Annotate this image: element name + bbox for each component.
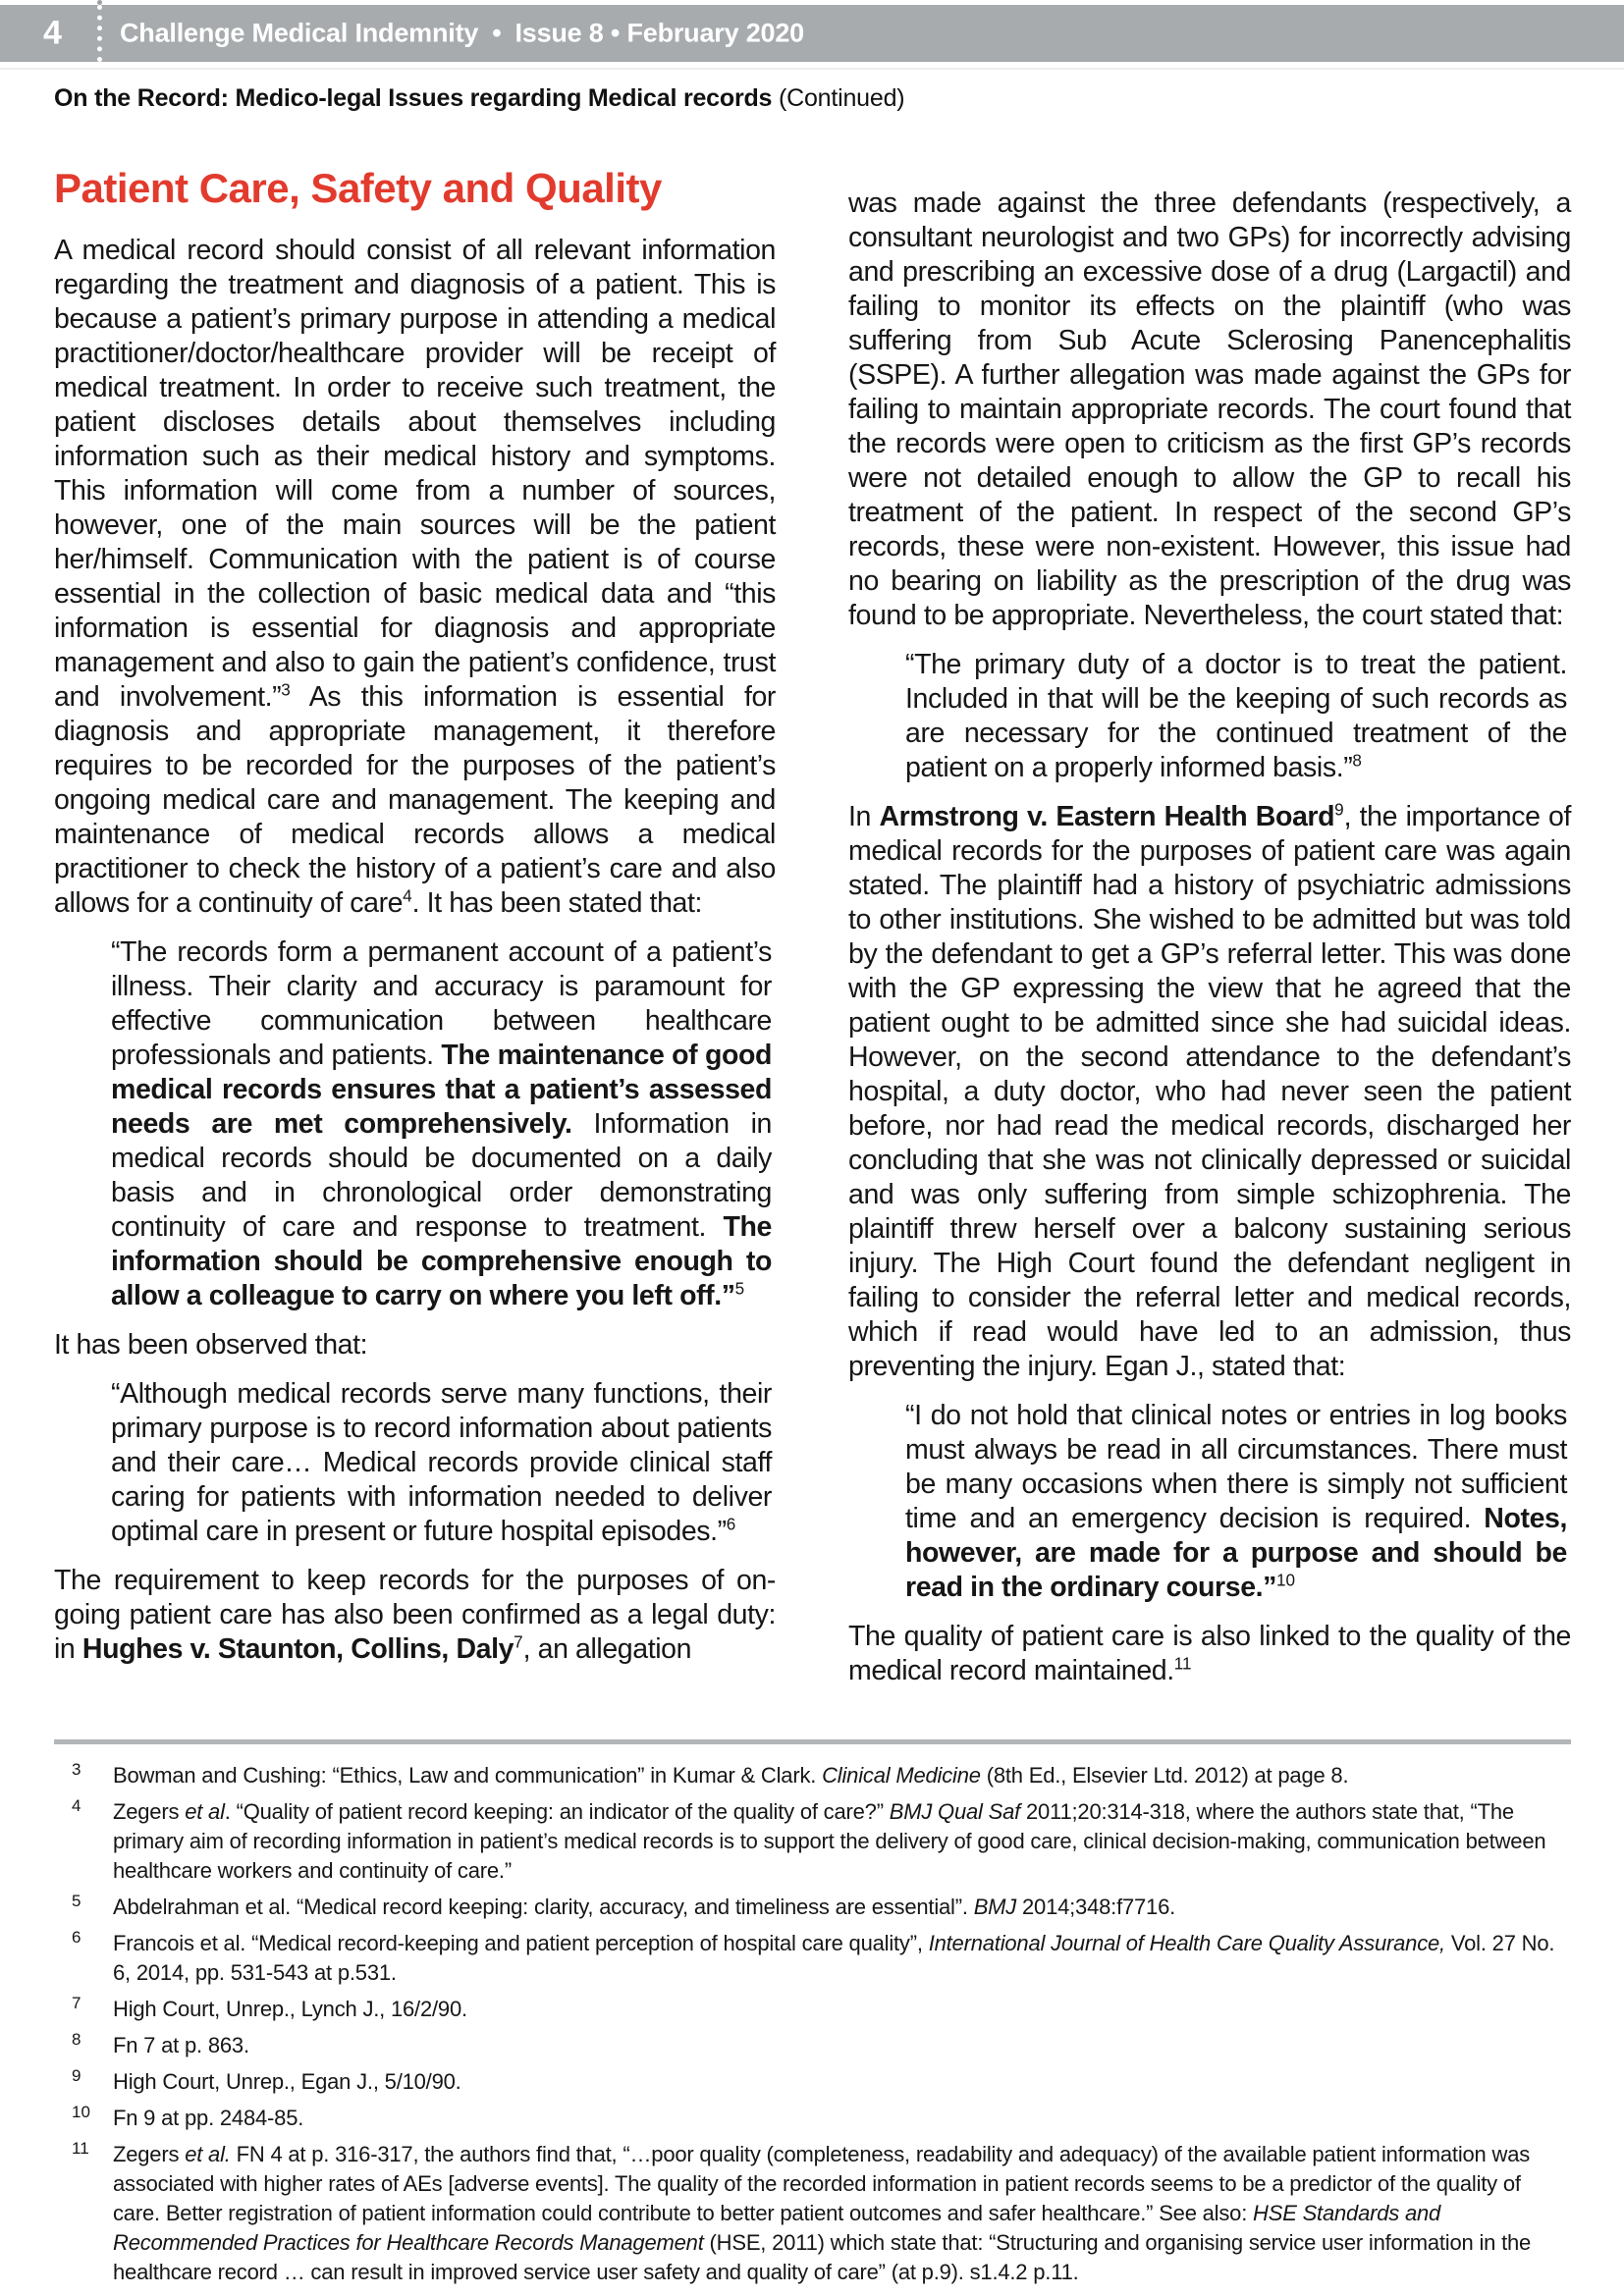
text-run: Zegers: [113, 2142, 186, 2166]
article-running-title-continued: (Continued): [772, 84, 905, 112]
footnote-reference: 9: [1334, 800, 1344, 820]
footnote-text: [113, 1929, 1571, 1988]
quotation-block: [111, 935, 772, 1313]
body-paragraph: [54, 1328, 776, 1362]
text-run: et al: [185, 1799, 225, 1824]
text-run: was made against the three defendants (respectively, a consultant neurologist and two GPs) for incorrectly advising and prescribing an excessive dose of a drug (Largactil) and failing to monitor its effects on the plaintiff (who was suffering from Sub Acute Sclerosing Panencephalitis (SSPE). A further allegation was made against the GPs for failing to maintain appropriate records. The court found that the records were open to criticism as the first GP’s records were not detailed enough to allow the GP to recall his treatment of the patient. In respect of the second GP’s records, these were non-existent. However, this issue had no bearing on liability as the prescription of the drug was found to be appropriate. Nevertheless, the court stated that:: [848, 187, 1571, 631]
footnote-number: 8: [72, 2030, 81, 2049]
text-run: . “Quality of patient record keeping: an indicator of the quality of care?”: [224, 1799, 890, 1824]
text-run: High Court, Unrep., Lynch J., 16/2/90.: [113, 1997, 467, 2021]
left-column-blocks: [54, 234, 776, 1667]
footnote-item: [54, 1797, 1571, 1886]
header-band: [0, 5, 1624, 62]
text-run: Information in medical records should be documented on a daily basis and in chronological order demonstrating continuity of care and response to treatment.: [111, 1108, 772, 1243]
footnote-text: [113, 2140, 1571, 2287]
text-run: The maintenance of good medical records ensures that a patient’s assessed needs are met comprehensively.: [111, 1040, 772, 1140]
text-run: The information should be comprehensive enough to allow a colleague to carry on where you left off.”: [111, 1211, 772, 1311]
header-band-inner: [0, 5, 1624, 62]
footnote-text: [113, 1761, 1571, 1790]
text-run: A medical record should consist of all relevant information regarding the treatment and diagnosis of a patient. This is because a patient’s primary purpose in attending a medical practitioner/doctor/healthcare provider will be receipt of medical treatment. In order to receive such treatment, the patient discloses details about themselves including information such as their medical history and symptoms. This information will come from a number of sources, however, one of the main sources will be the patient her/himself. Communication with the patient is of course essential in the collection of basic medical data and “this information is essential for diagnosis and appropriate management and also to gain the patient’s confidence, trust and involvement.”: [54, 235, 776, 713]
text-run: Notes, however, are made for a purpose and should be read in the ordinary course.”: [905, 1503, 1567, 1603]
footnote-text: [113, 1893, 1571, 1922]
text-run: “Although medical records serve many functions, their primary purpose is to record information about patients and their care… Medical records provide clinical staff caring for patients with information needed to deliver optimal care in present or future hospital episodes.”: [111, 1378, 772, 1547]
text-run: et al.: [185, 2142, 231, 2166]
header-title: [120, 19, 804, 49]
article-running-title-bold: On the Record: Medico-legal Issues regarding Medical records: [54, 84, 773, 112]
footnote-reference: 11: [1173, 1654, 1192, 1674]
text-run: Armstrong v. Eastern Health Board: [879, 801, 1335, 832]
text-run: 2014;348:f7716.: [1016, 1895, 1176, 1919]
text-run: High Court, Unrep., Egan J., 5/10/90.: [113, 2069, 461, 2094]
right-column: [848, 167, 1571, 1688]
text-run: As this information is essential for diagnosis and appropriate management, it therefore requires to be recorded for the purposes of the patient’s ongoing medical care and management. The keeping and maintenance of medical records allows a medical practitioner to check the history of a patient’s care and also allows for a continuity of care: [54, 681, 777, 919]
text-run: Fn 9 at pp. 2484-85.: [113, 2106, 304, 2130]
left-column: [54, 167, 776, 1688]
footnote-item: [54, 2031, 1571, 2060]
footnote-number: 6: [72, 1928, 81, 1947]
text-run: “The records form a permanent account of a patient’s illness. Their clarity and accuracy is paramount for effective communication between healthcare professionals and patients.: [111, 936, 772, 1071]
text-run: Zegers: [113, 1799, 186, 1824]
footnote-reference: 3: [281, 680, 291, 700]
footnote-text: [113, 2031, 1571, 2060]
article-running-title: [54, 84, 1571, 113]
text-run: Clinical Medicine: [822, 1763, 981, 1788]
footnote-item: [54, 1893, 1571, 1922]
footnote-reference: 8: [1352, 751, 1362, 771]
body-paragraph: [54, 1564, 776, 1667]
footnote-item: [54, 1929, 1571, 1988]
footnote-divider: [54, 1739, 1571, 1744]
text-run: BMJ Qual Saf: [889, 1799, 1021, 1824]
footnote-number: 4: [72, 1796, 81, 1815]
section-heading: Patient Care, Safety and Quality: [54, 165, 662, 211]
text-run: Fn 7 at p. 863.: [113, 2033, 249, 2057]
body-paragraph: [848, 187, 1571, 633]
text-run: . It has been stated that:: [411, 887, 703, 919]
body-paragraph: [54, 234, 776, 921]
quotation-block: [111, 1377, 772, 1549]
text-run: , the importance of medical records for the purposes of patient care was again stated. The plaintiff had a history of psychiatric admissions to other institutions. She wished to be admitted but was told by the defendant to get a GP’s referral letter. This was done with the GP expressing the view that he agreed that the patient ought to be admitted since she had suicidal ideas. However, on the second attendance to the defendant’s hospital, a duty doctor, who had never seen the patient before, nor had read the medical records, discharged her concluding that she was not clinically depressed or suicidal and was only suffering from simple schizophrenia. The plaintiff threw herself over a balcony sustaining serious injury. The High Court found the defendant negligent in failing to consider the referral letter and medical records, which if read would have led to an admission, thus preventing the injury. Egan J., stated that:: [848, 801, 1572, 1382]
quotation-block: [905, 648, 1567, 785]
footnote-number: 11: [72, 2139, 89, 2158]
right-column-blocks: [848, 187, 1571, 1688]
footnote-number: 5: [72, 1892, 81, 1910]
footnote-text: [113, 2067, 1571, 2097]
text-run: 2011;20:314-318, where the authors state that, “The primary aim of recording information in patient’s medical records is to support the delivery of good care, clinical decision-making, communication between healthcare workers and continuity of care.”: [113, 1799, 1546, 1883]
text-run: FN 4 at p. 316-317, the authors find that, “…poor quality (completeness, readability and adequacy) of the available patient information was associated with higher rates of AEs [adverse events]. The quality of the recorded information in patient records seems to be a predictor of the quality of care. Better registration of patient information could contribute to better patient outcomes and safer healthcare.” See also:: [113, 2142, 1531, 2225]
text-run: “I do not hold that clinical notes or entries in log books must always be read in all circumstances. There must be many occasions when there is simply not sufficient time and an emergency decision is required.: [905, 1400, 1567, 1534]
text-run: “The primary duty of a doctor is to treat the patient. Included in that will be the keeping of such records as are necessary for the continued treatment of the patient on a properly informed basis.”: [905, 649, 1567, 783]
footnote-number: 10: [72, 2103, 90, 2121]
footnote-text: [113, 2104, 1571, 2133]
text-run: The requirement to keep records for the purposes of on-going patient care has also been confirmed as a legal duty: in: [54, 1565, 776, 1665]
body-paragraph: [848, 1620, 1571, 1688]
header-issue: Issue 8 • February 2020: [514, 18, 804, 48]
text-run: International Journal of Health Care Quality Assurance,: [928, 1931, 1445, 1955]
footnote-reference: 7: [514, 1632, 523, 1652]
footnote-item: [54, 2067, 1571, 2097]
footnote-item: [54, 1995, 1571, 2024]
text-run: In: [848, 801, 880, 832]
footnote-number: 3: [72, 1760, 81, 1779]
dotted-separator: [97, 5, 102, 62]
text-run: , an allegation: [522, 1633, 692, 1665]
text-run: Abdelrahman et al. “Medical record keeping: clarity, accuracy, and timeliness are essential”.: [113, 1895, 974, 1919]
footnotes-list: [54, 1761, 1571, 2294]
text-run: It has been observed that:: [54, 1329, 368, 1361]
text-run: The quality of patient care is also linked to the quality of the medical record maintained.: [848, 1621, 1571, 1686]
text-run: Vol. 27 No. 6, 2014, pp. 531-543 at p.531.: [113, 1931, 1555, 1985]
footnote-text: [113, 1797, 1571, 1886]
text-run: BMJ: [973, 1895, 1017, 1919]
quotation-block: [905, 1399, 1567, 1605]
body-columns: [54, 167, 1571, 1688]
footnote-item: [54, 1761, 1571, 1790]
text-run: (HSE, 2011) which state that: “Structuring and organising service user information in the healthcare record … can result in improved service user safety and quality of care” (at p.9). s1.4.2 p.11.: [113, 2230, 1532, 2284]
footnote-number: 7: [72, 1994, 81, 2012]
header-bullet: •: [492, 18, 502, 48]
footnote-item: [54, 2104, 1571, 2133]
text-run: (8th Ed., Elsevier Ltd. 2012) at page 8.: [980, 1763, 1349, 1788]
footnote-text: [113, 1995, 1571, 2024]
text-run: HSE Standards and Recommended Practices for Healthcare Records Management: [113, 2201, 1441, 2255]
footnote-reference: 5: [734, 1279, 745, 1299]
text-run: Bowman and Cushing: “Ethics, Law and communication” in Kumar & Clark.: [113, 1763, 823, 1788]
dotted-separator-top: [97, 0, 102, 7]
footnote-item: [54, 2140, 1571, 2287]
footnote-reference: 10: [1276, 1571, 1296, 1590]
footnote-number: 9: [72, 2066, 81, 2085]
text-run: Francois et al. “Medical record-keeping and patient perception of hospital care quality”,: [113, 1931, 929, 1955]
page-number: 4: [43, 14, 62, 52]
footnote-reference: 6: [726, 1515, 736, 1534]
band-underline: [0, 68, 1624, 70]
header-brand: Challenge Medical Indemnity: [120, 18, 479, 48]
body-paragraph: [848, 800, 1571, 1384]
footnote-reference: 4: [403, 886, 412, 906]
text-run: Hughes v. Staunton, Collins, Daly: [81, 1633, 514, 1665]
